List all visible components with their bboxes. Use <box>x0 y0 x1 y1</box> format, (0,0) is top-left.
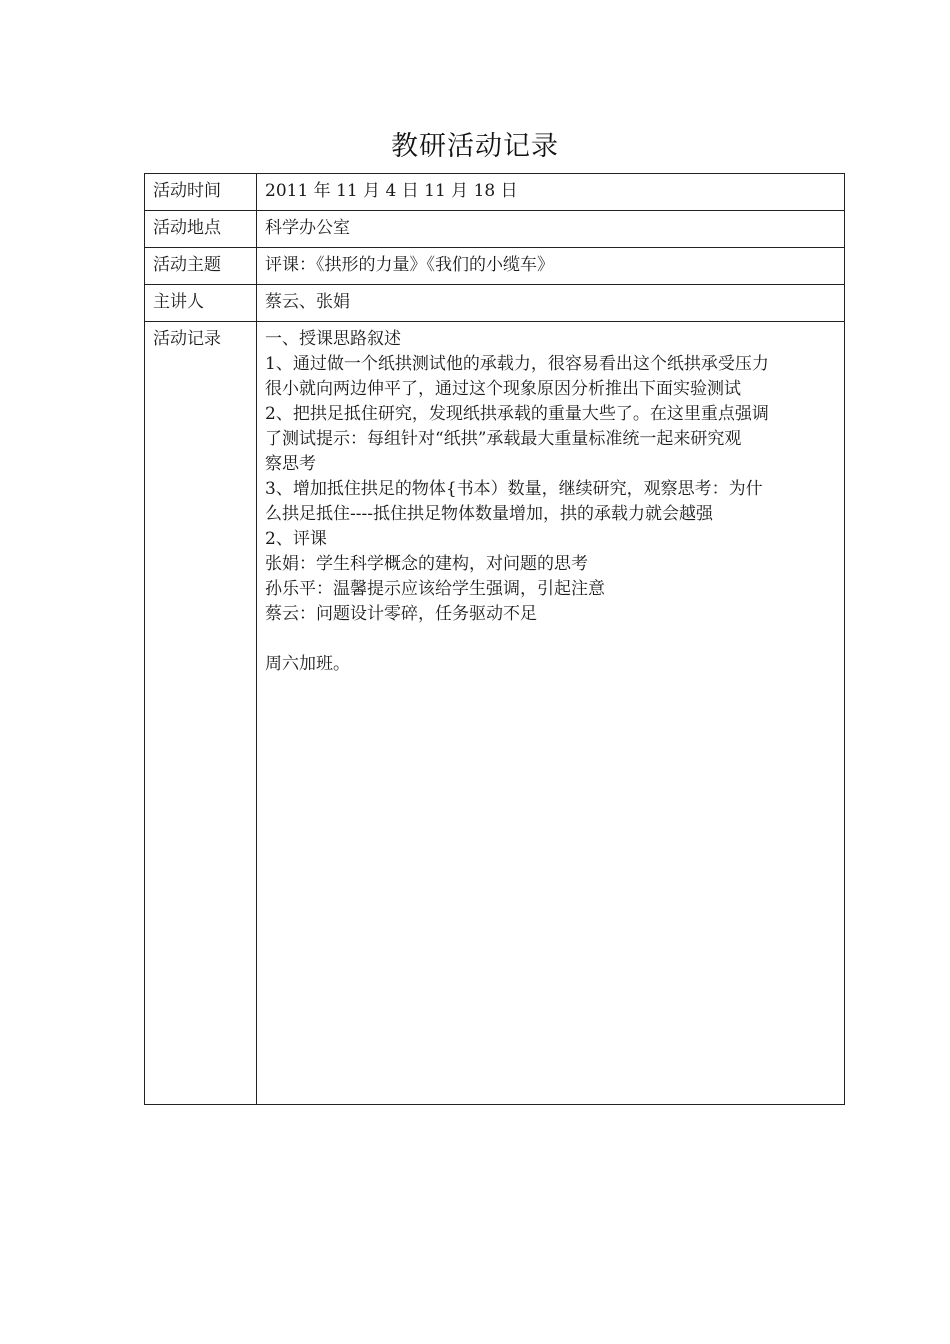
record-line: 很小就向两边伸平了，通过这个现象原因分析推出下面实验测试 <box>265 379 741 399</box>
record-line: 3、增加抵住拱足的物体{书本）数量，继续研究，观察思考：为什 <box>265 479 763 499</box>
label-speaker: 主讲人 <box>145 285 257 322</box>
table-row-record <box>145 322 845 1105</box>
record-line: 了测试提示：每组针对“纸拱”承载最大重量标准统一起来研究观 <box>265 429 742 449</box>
activity-record-table <box>144 173 845 1105</box>
record-line: 2、把拱足抵住研究，发现纸拱承载的重量大些了。在这里重点强调 <box>265 404 769 424</box>
record-line: 一、授课思路叙述 <box>265 329 401 349</box>
value-activity-time: 2011 年 11 月 4 日 11 月 18 日 <box>257 174 845 211</box>
table-row-topic <box>145 248 845 285</box>
record-line: 蔡云：问题设计零碎，任务驱动不足 <box>265 604 537 624</box>
record-line: 孙乐平：温馨提示应该给学生强调，引起注意 <box>265 579 605 599</box>
record-line: 张娟：学生科学概念的建构，对问题的思考 <box>265 554 588 574</box>
blank-line <box>265 627 836 652</box>
document-title: 教研活动记录 <box>391 131 559 162</box>
record-line: 1、通过做一个纸拱测试他的承载力，很容易看出这个纸拱承受压力 <box>265 354 769 374</box>
label-activity-time: 活动时间 <box>145 174 257 211</box>
record-line: 察思考 <box>265 454 316 474</box>
value-speaker: 蔡云、张娟 <box>257 285 845 322</box>
record-line: 周六加班。 <box>265 654 350 674</box>
table-row-speaker <box>145 285 845 322</box>
table-row-time <box>145 174 845 211</box>
label-activity-topic: 活动主题 <box>145 248 257 285</box>
label-activity-location: 活动地点 <box>145 211 257 248</box>
activity-record-content <box>257 322 845 1105</box>
table-row-location <box>145 211 845 248</box>
record-line: 2、评课 <box>265 529 327 549</box>
value-activity-location: 科学办公室 <box>257 211 845 248</box>
label-activity-record: 活动记录 <box>145 322 257 1105</box>
value-activity-topic: 评课：《拱形的力量》《我们的小缆车》 <box>257 248 845 285</box>
record-line: 么拱足抵住----抵住拱足物体数量增加，拱的承载力就会越强 <box>265 504 713 524</box>
